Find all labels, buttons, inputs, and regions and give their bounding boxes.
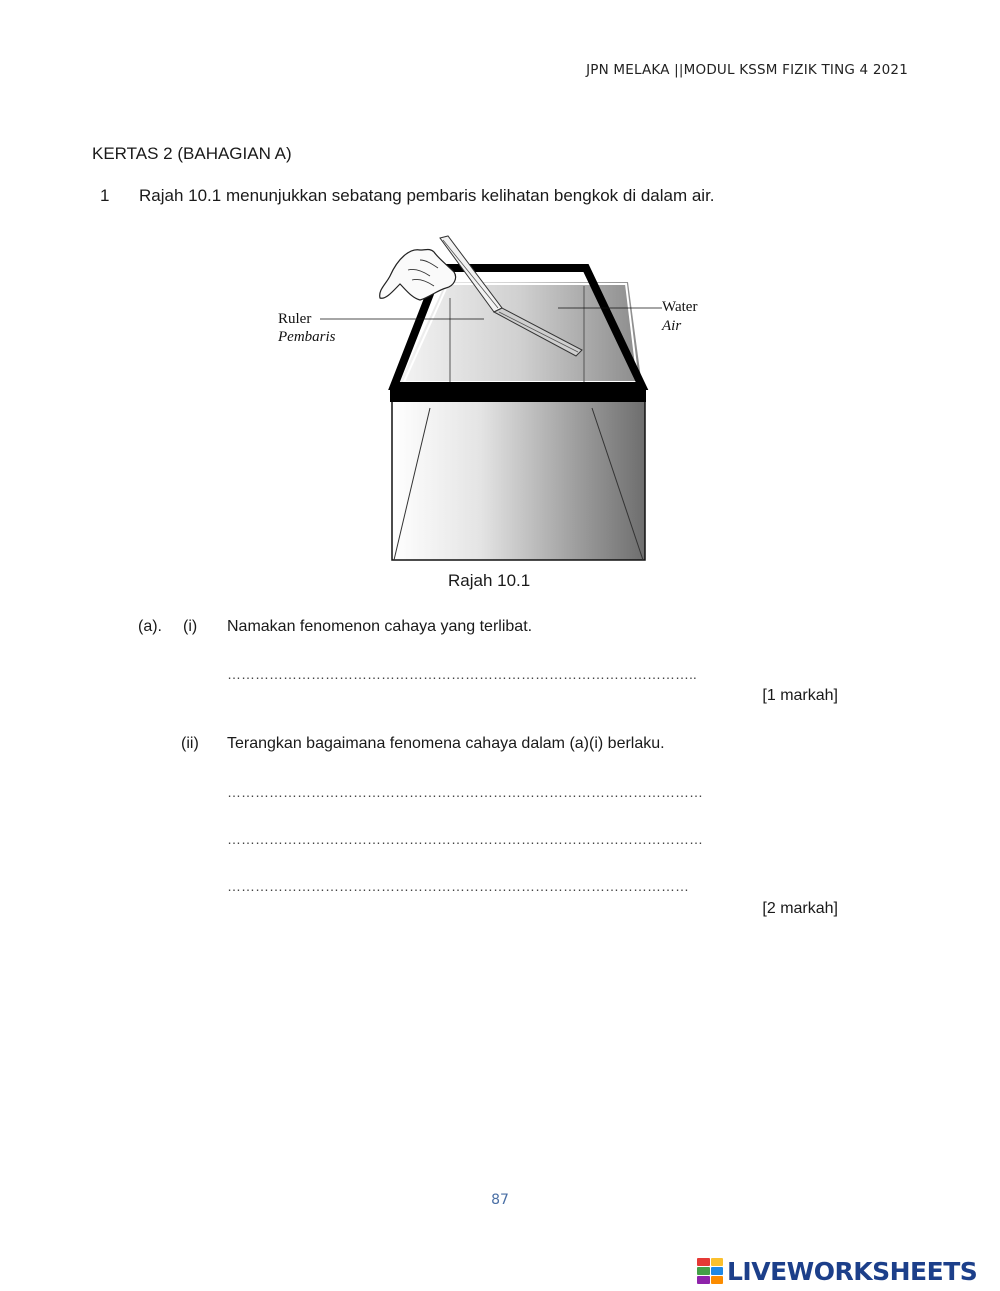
sub-ii-question: Terangkan bagaimana fenomena cahaya dalam (a)(i) berlaku. <box>227 735 665 752</box>
sub-i-label: (i) <box>183 618 198 635</box>
sub-i-question: Namakan fenomenon cahaya yang terlibat. <box>227 618 533 635</box>
label-ruler: Ruler <box>278 311 312 327</box>
label-water: Water <box>662 299 698 315</box>
label-ruler-ms: Pembaris <box>278 329 336 345</box>
marks-label: [1 markah] <box>762 687 838 704</box>
logo-block <box>711 1276 724 1284</box>
label-water-ms: Air <box>662 318 682 334</box>
section-title: KERTAS 2 (BAHAGIAN A) <box>92 144 292 163</box>
brand-text: LIVEWORKSHEETS <box>727 1256 978 1286</box>
part-a-label: (a). <box>138 618 162 635</box>
tank-diagram <box>270 228 720 568</box>
marks-label: [2 markah] <box>762 900 838 917</box>
liveworksheets-icon <box>697 1258 723 1284</box>
logo-block <box>711 1258 724 1266</box>
answer-line[interactable]: ………………………………………………………………………………………… <box>227 784 703 800</box>
logo-block <box>697 1258 710 1266</box>
question-number: 1 <box>100 186 110 205</box>
answer-line[interactable]: ……………………………………………………………………………………… <box>227 878 689 894</box>
logo-block <box>697 1267 710 1275</box>
page-number: 87 <box>491 1192 509 1208</box>
brand-logo[interactable] <box>697 1256 977 1286</box>
tank-front <box>392 400 645 560</box>
logo-block <box>711 1267 724 1275</box>
logo-block <box>697 1276 710 1284</box>
answer-line[interactable]: ……………………………………………………………………………………….. <box>227 666 697 682</box>
question-text: Rajah 10.1 menunjukkan sebatang pembaris kelihatan bengkok di dalam air. <box>139 186 715 205</box>
water-surface <box>398 282 642 386</box>
figure-caption: Rajah 10.1 <box>448 571 531 590</box>
answer-line[interactable]: ………………………………………………………………………………………… <box>227 831 703 847</box>
page-header: JPN MELAKA ||MODUL KSSM FIZIK TING 4 2021 <box>586 62 908 78</box>
sub-ii-label: (ii) <box>181 735 199 752</box>
